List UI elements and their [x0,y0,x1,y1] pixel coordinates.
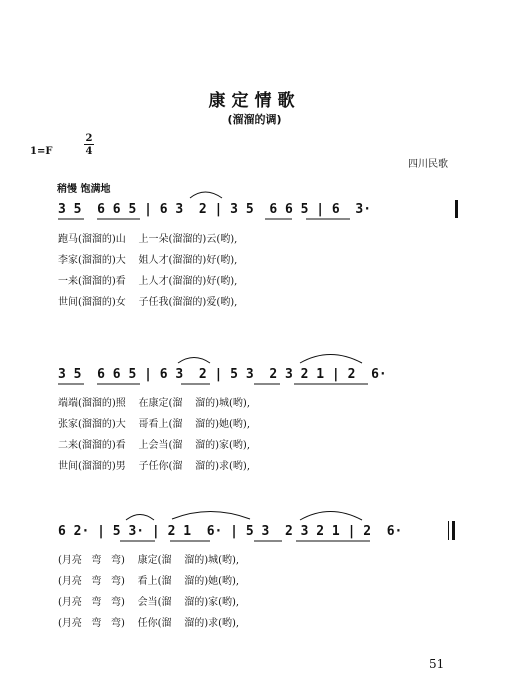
time-signature-top: 2 [85,133,93,144]
slur [126,515,154,521]
final-barline-thin [448,521,449,540]
lyric-line: 李家(溜溜的)大 姐人才(溜溜的)好(哟), [58,255,238,266]
repeat-barline [455,200,458,218]
lyric-line: 张家(溜溜的)大 哥看上(溜 溜的)她(哟), [58,419,251,430]
page-number: 51 [429,657,445,671]
time-signature-line [84,144,94,145]
song-title: 康定情歌 [208,91,301,111]
notation-line: 6 2· | 5 3· | 2 1 6· | 5 3 2 3 2 1 | 2 6· [58,524,403,539]
lyric-line: 跑马(溜溜的)山 上一朵(溜溜的)云(哟), [58,234,238,245]
song-subtitle: (溜溜的调) [227,113,282,126]
lyric-line: 世间(溜溜的)女 子任我(溜溜的)爱(哟), [58,297,238,308]
lyric-line: 端端(溜溜的)照 在康定(溜 溜的)城(哟), [58,398,251,409]
tempo-marking: 稍慢 饱满地 [57,184,111,195]
lyric-line: (月亮 弯 弯) 看上(溜 溜的)她(哟), [58,576,240,587]
lyric-line: (月亮 弯 弯) 会当(溜 溜的)家(哟), [58,597,240,608]
time-signature-bottom: 4 [85,146,93,157]
lyric-line: 二来(溜溜的)看 上会当(溜 溜的)家(哟), [58,440,251,451]
lyric-line: 一来(溜溜的)看 上人才(溜溜的)好(哟), [58,276,238,287]
final-barline [452,521,455,540]
notation-line: 3 5 6 6 5 | 6 3 2 | 5 3 2 3 2 1 | 2 6· [58,367,387,382]
lyric-line: (月亮 弯 弯) 康定(溜 溜的)城(哟), [58,555,240,566]
time-signature [84,133,94,157]
song-source: 四川民歌 [408,159,448,170]
notation-line: 3 5 6 6 5 | 6 3 2 | 3 5 6 6 5 | 6 3· [58,202,372,217]
slur [300,512,362,521]
key-signature: 1=F [30,146,53,157]
slur [178,358,210,364]
slur [190,192,222,198]
lyric-line: 世间(溜溜的)男 子任你(溜 溜的)求(哟), [58,461,251,472]
slur [300,355,362,364]
slur [172,512,250,520]
lyric-line: (月亮 弯 弯) 任你(溜 溜的)求(哟), [58,618,240,629]
